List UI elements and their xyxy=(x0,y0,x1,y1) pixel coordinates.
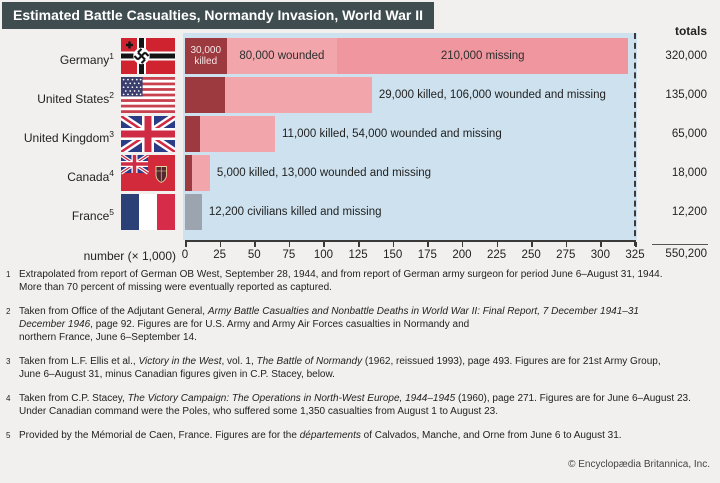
footnote-4 xyxy=(6,392,714,418)
france-flag-icon xyxy=(121,194,175,230)
axis-max-dashed-line xyxy=(634,33,636,246)
footnote-text-italic: Victory in the West xyxy=(138,356,222,367)
footnote-text: Taken from L.F. Ellis et al., xyxy=(19,356,139,367)
footnote-text: northern France, June 6–September 14. xyxy=(19,332,197,343)
tick-label: 175 xyxy=(417,249,437,261)
bar-united-kingdom xyxy=(185,116,502,152)
footnote-text: More than 70 percent of missing were eventually reported as captured. xyxy=(19,282,332,293)
united-kingdom-flag-icon xyxy=(121,116,175,152)
x-axis-tick-labels xyxy=(181,249,645,262)
footnote-text-italic: The Victory Campaign: The Operations in North-West Europe, 1944–1945 xyxy=(127,393,456,404)
united-states-flag-icon xyxy=(121,77,175,113)
footnote-text-italic: December 1946 xyxy=(19,319,91,330)
row-label-france: France$^5$ xyxy=(71,207,114,223)
germany-missing-segment: 210,000 missing xyxy=(337,38,628,74)
footnote-mark: 5 xyxy=(6,431,11,440)
bar-germany xyxy=(185,38,628,74)
tick-label: 100 xyxy=(313,249,334,261)
footnote-mark: 4 xyxy=(6,394,11,403)
total-united-kingdom: 65,000 xyxy=(671,128,707,140)
annotation-france: 12,200 civilians killed and missing xyxy=(208,206,382,218)
germany-war-flag-icon xyxy=(121,38,175,74)
footnotes xyxy=(6,268,714,453)
uk-wounded-missing-segment xyxy=(200,116,275,152)
footnote-text-italic: The Battle of Normandy xyxy=(256,356,363,367)
footnote-text: (1962, reissued 1993), page 493. Figures are for 21st Army Group, xyxy=(362,356,661,367)
footnote-text: , vol. 1, xyxy=(221,356,257,367)
footnote-text: , page 92. Figures are for U.S. Army and Army Air Forces casualties in Normandy and xyxy=(90,319,470,330)
tick-label: 300 xyxy=(590,249,610,261)
footnote-text: (1960), page 271. Figures are for June 6–August 23. xyxy=(455,393,691,404)
tick-label: 125 xyxy=(348,249,368,261)
footnote-mark: 1 xyxy=(6,270,11,279)
footnote-3 xyxy=(6,355,714,381)
annotation-united-states: 29,000 killed, 106,000 wounded and missing xyxy=(378,89,606,101)
footnote-text: of Calvados, Manche, and Orne from June 6 to August 31. xyxy=(360,430,622,441)
footnote-text: Provided by the Mémorial de Caen, France. Figures are for the xyxy=(19,430,300,441)
france-civilians-segment xyxy=(185,194,202,230)
footnote-mark: 3 xyxy=(6,357,11,366)
footnote-text: Taken from C.P. Stacey, xyxy=(19,393,128,404)
footnote-2 xyxy=(6,305,714,344)
tick-label: 250 xyxy=(521,249,541,261)
total-france: 12,200 xyxy=(671,206,707,218)
germany-killed-segment: 30,000 killed xyxy=(185,38,227,74)
tick-label: 225 xyxy=(486,249,507,261)
total-germany: 320,000 xyxy=(665,50,707,62)
copyright-notice: © Encyclopædia Britannica, Inc. xyxy=(568,459,710,470)
row-label-germany: Germany$^1$ xyxy=(59,51,114,67)
footnote-text-italic: Army Battle Casualties and Nonbattle Deaths in World War II: Final Report, 7 December 1941–31 xyxy=(207,306,639,317)
tick-label: 150 xyxy=(383,249,403,261)
tick-label: 325 xyxy=(625,249,645,261)
tick-label: 200 xyxy=(452,249,472,261)
tick-label: 0 xyxy=(181,249,189,261)
chart-title: Estimated Battle Casualties, Normandy Invasion, World War II xyxy=(2,2,434,29)
germany-wounded-segment: 80,000 wounded xyxy=(227,38,338,74)
totals-column-header: totals xyxy=(674,24,707,38)
us-wounded-missing-segment xyxy=(225,77,372,113)
total-canada: 18,000 xyxy=(671,167,707,179)
canada-wounded-missing-segment xyxy=(192,155,210,191)
footnote-text: Taken from Office of the Adjutant General, xyxy=(19,306,208,317)
footnote-text: Under Canadian command were the Poles, who suffered some 1,350 casualties from August 1 to August 23. xyxy=(19,406,498,417)
x-axis-caption: number (× 1,000) xyxy=(83,249,176,263)
footnote-1 xyxy=(6,268,714,294)
footnote-text: June 6–August 31, minus Canadian figures given in C.P. Stacey, below. xyxy=(19,369,335,380)
row-label-canada: Canada$^4$ xyxy=(67,168,114,184)
bar-united-states xyxy=(185,77,606,113)
annotation-united-kingdom: 11,000 killed, 54,000 wounded and missing xyxy=(282,128,502,140)
tick-label: 75 xyxy=(282,249,296,261)
footnote-text: Extrapolated from report of German OB West, September 28, 1944, and from report of German army surgeon for period June 6–August 31, 1944. xyxy=(19,269,663,280)
bar-france xyxy=(185,194,382,230)
tick-label: 275 xyxy=(556,249,576,261)
canada-red-ensign-flag-icon xyxy=(121,155,175,191)
uk-killed-segment xyxy=(185,116,200,152)
total-united-states: 135,000 xyxy=(665,89,707,101)
bar-canada xyxy=(185,155,432,191)
grand-total-value: 550,200 xyxy=(665,248,707,260)
us-killed-segment xyxy=(185,77,225,113)
row-label-united-kingdom: United Kingdom$^3$ xyxy=(23,129,114,145)
row-label-united-states: United States$^2$ xyxy=(37,90,114,106)
canada-killed-segment xyxy=(185,155,192,191)
x-axis-tick-marks xyxy=(185,242,635,247)
annotation-canada: 5,000 killed, 13,000 wounded and missing xyxy=(216,167,432,179)
footnote-5 xyxy=(6,429,714,442)
tick-label: 25 xyxy=(213,249,227,261)
footnote-mark: 2 xyxy=(6,307,11,316)
tick-label: 50 xyxy=(247,249,261,261)
footnote-text-italic: départements xyxy=(299,430,361,441)
grand-total-rule xyxy=(652,244,708,245)
